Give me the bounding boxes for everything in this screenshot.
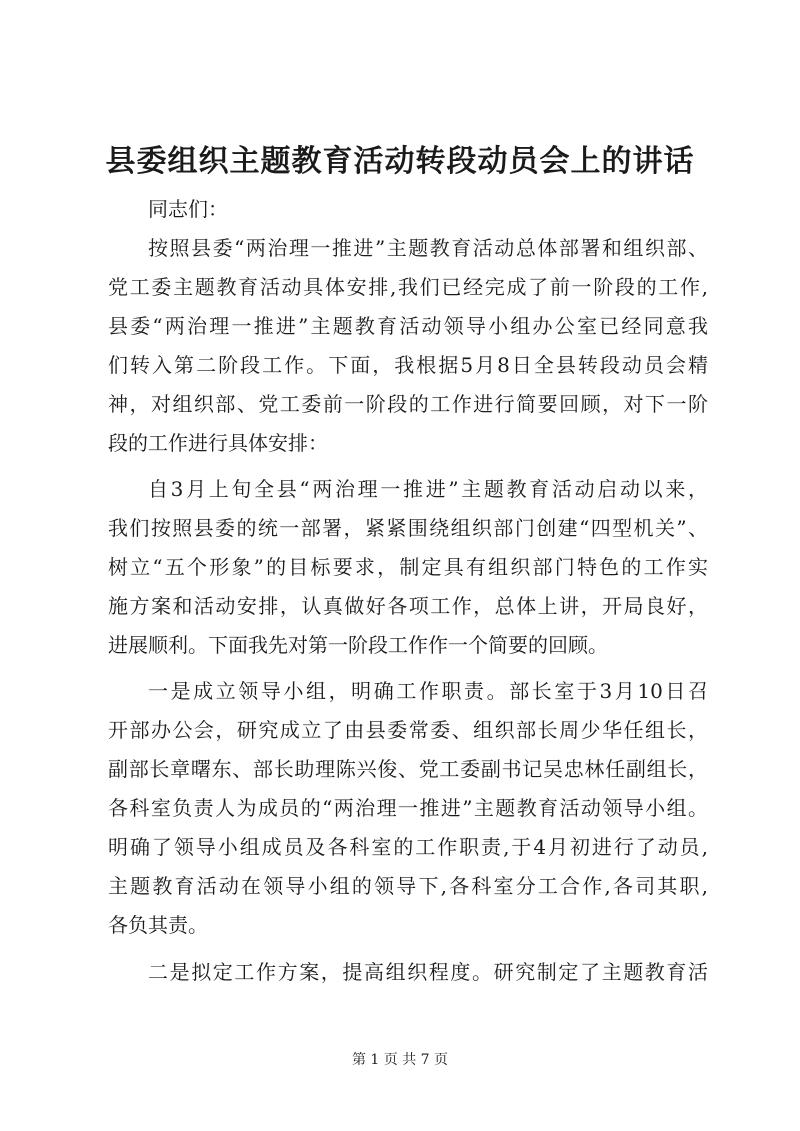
paragraph-2-line-4: 施方案和活动安排，认真做好各项工作，总体上讲，开局良好， xyxy=(108,594,708,618)
paragraph-1-line-3: 县委“两治理一推进”主题教育活动领导小组办公室已经同意我 xyxy=(108,314,708,338)
paragraph-1-line-6: 段的工作进行具体安排： xyxy=(108,431,328,455)
page-number-footer: 第 1 页 共 7 页 xyxy=(351,1052,449,1068)
paragraph-1-line-4: 们转入第二阶段工作。下面，我根据5月8日全县转段动员会精 xyxy=(108,353,708,377)
paragraph-3-line-7: 各负其责。 xyxy=(108,913,208,937)
paragraph-1-line-2: 党工委主题教育活动具体安排,我们已经完成了前一阶段的工作, xyxy=(108,275,708,299)
paragraph-2-line-3: 树立“五个形象”的目标要求，制定具有组织部门特色的工作实 xyxy=(108,555,708,579)
paragraph-3-line-2: 开部办公会，研究成立了由县委常委、组织部长周少华任组长， xyxy=(108,718,708,742)
paragraph-2-line-1: 自3月上旬全县“两治理一推进”主题教育活动启动以来， xyxy=(148,477,708,501)
paragraph-3-line-6: 主题教育活动在领导小组的领导下,各科室分工合作,各司其职, xyxy=(108,874,708,898)
paragraph-4-line-1: 二是拟定工作方案，提高组织程度。研究制定了主题教育活 xyxy=(148,960,708,984)
salutation: 同志们： xyxy=(148,197,228,221)
document-title: 县委组织主题教育活动转段动员会上的讲话 xyxy=(105,144,695,179)
paragraph-2-line-5: 进展顺利。下面我先对第一阶段工作作一个简要的回顾。 xyxy=(108,633,608,657)
paragraph-3-line-5: 明确了领导小组成员及各科室的工作职责,于4月初进行了动员, xyxy=(108,835,708,859)
paragraph-3-line-4: 各科室负责人为成员的“两治理一推进”主题教育活动领导小组。 xyxy=(108,796,708,820)
paragraph-2-line-2: 我们按照县委的统一部署，紧紧围绕组织部门创建“四型机关”、 xyxy=(108,516,708,540)
paragraph-3-line-1: 一是成立领导小组，明确工作职责。部长室于3月10日召 xyxy=(148,679,708,703)
paragraph-1-line-1: 按照县委“两治理一推进”主题教育活动总体部署和组织部、 xyxy=(148,236,708,260)
paragraph-3-line-3: 副部长章曙东、部长助理陈兴俊、党工委副书记吴忠林任副组长， xyxy=(108,757,708,781)
paragraph-1-line-5: 神，对组织部、党工委前一阶段的工作进行简要回顾，对下一阶 xyxy=(108,392,708,416)
